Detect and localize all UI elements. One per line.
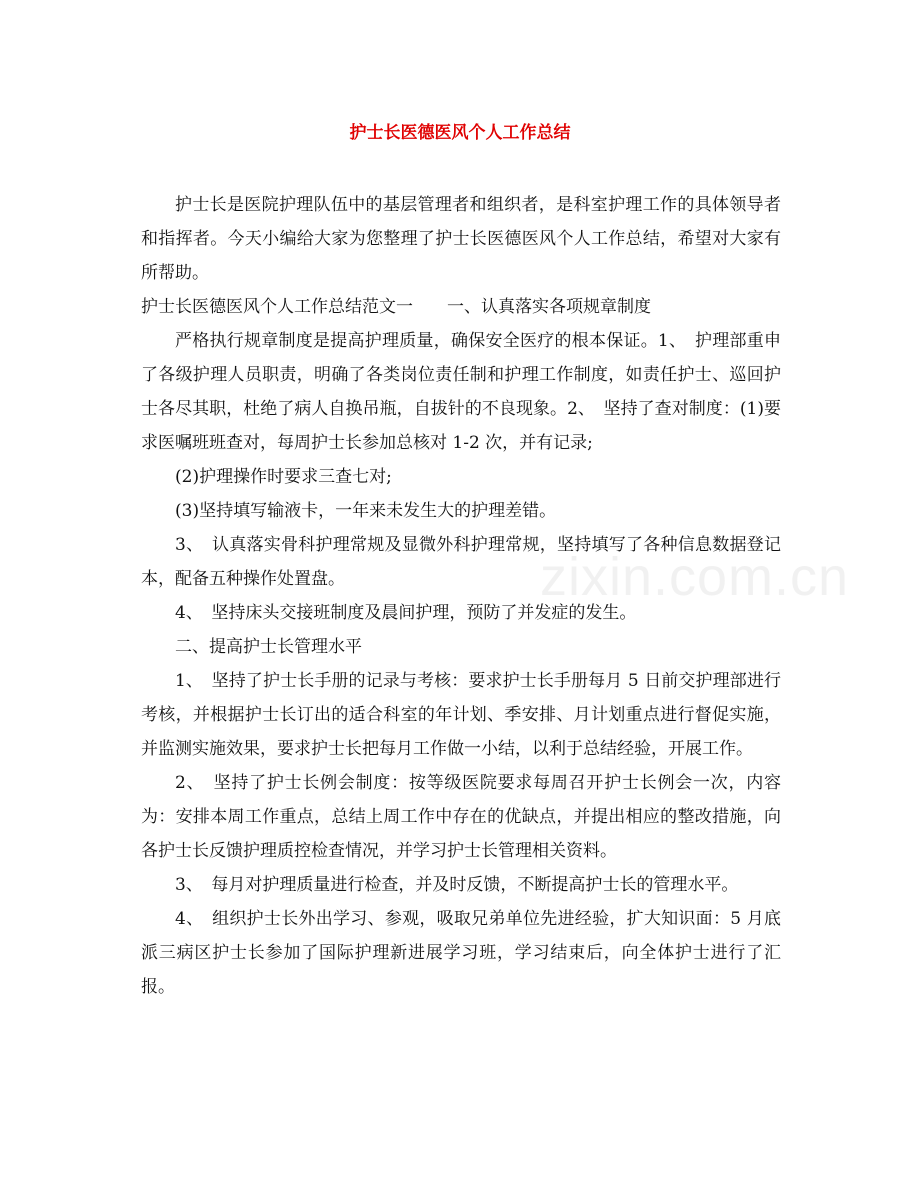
- paragraph-rules: 严格执行规章制度是提高护理质量，确保安全医疗的根本保证。1、 护理部重申了各级护理人员职责，明确了各类岗位责任制和护理工作制度，如责任护士、巡回护士各尽其职，杜绝了病人自换吊瓶，自拔针的不良现象。2、 坚持了查对制度：(1)要求医嘱班班查对，每周护士长参加总核对 1-2 次，并有记录;: [141, 331, 781, 453]
- document-body: [141, 188, 781, 1004]
- paragraph-manage-2: 2、 坚持了护士长例会制度：按等级医院要求每周召开护士长例会一次，内容为：安排本周工作重点，总结上周工作中存在的优缺点，并提出相应的整改措施，向各护士长反馈护理质控检查情况，并学习护士长管理相关资料。: [141, 773, 781, 861]
- paragraph-check-3: (3)坚持填写输液卡，一年来未发生大的护理差错。: [175, 501, 557, 521]
- section-heading-1: 护士长医德医风个人工作总结范文一 一、认真落实各项规章制度: [141, 297, 651, 317]
- paragraph-check-2: (2)护理操作时要求三查七对;: [175, 467, 392, 487]
- intro-paragraph: 护士长是医院护理队伍中的基层管理者和组织者，是科室护理工作的具体领导者和指挥者。今天小编给大家为您整理了护士长医德医风个人工作总结，希望对大家有所帮助。: [141, 195, 781, 283]
- section-heading-2: 二、提高护士长管理水平: [175, 637, 362, 657]
- paragraph-item-3: 3、 认真落实骨科护理常规及显微外科护理常规，坚持填写了各种信息数据登记本，配备五种操作处置盘。: [141, 535, 781, 589]
- document-title: 护士长医德医风个人工作总结: [349, 123, 571, 143]
- watermark: zixin.com.cn: [540, 547, 850, 607]
- paragraph-manage-1: 1、 坚持了护士长手册的记录与考核：要求护士长手册每月 5 日前交护理部进行考核，并根据护士长订出的适合科室的年计划、季安排、月计划重点进行督促实施，并监测实施效果，要求护士长把每月工作做一小结，以利于总结经验，开展工作。: [141, 671, 781, 759]
- paragraph-manage-3: 3、 每月对护理质量进行检查，并及时反馈，不断提高护士长的管理水平。: [175, 875, 739, 895]
- paragraph-item-4: 4、 坚持床头交接班制度及晨间护理，预防了并发症的发生。: [175, 603, 637, 623]
- paragraph-manage-4: 4、 组织护士长外出学习、参观，吸取兄弟单位先进经验，扩大知识面：5 月底派三病区护士长参加了国际护理新进展学习班，学习结束后，向全体护士进行了汇报。: [141, 909, 781, 997]
